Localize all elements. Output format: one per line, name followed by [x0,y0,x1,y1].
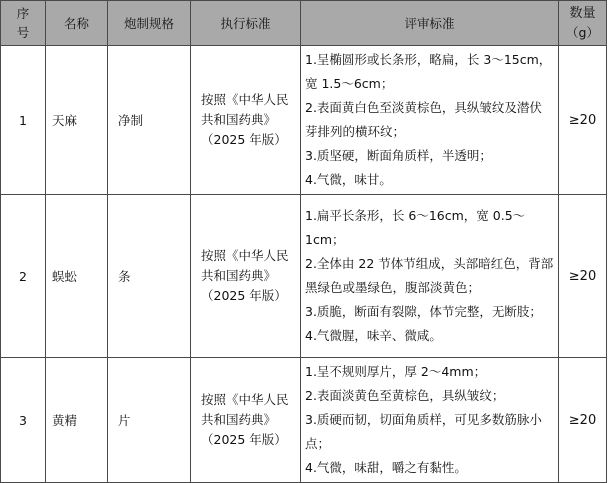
header-spec: 炮制规格 [108,1,191,46]
row-spec: 净制 [108,46,191,195]
header-standard: 执行标准 [191,1,301,46]
header-row [1,1,607,46]
table-row [1,46,607,195]
header-name: 名称 [46,1,108,46]
criteria-item: 3.质硬而韧，切面角质样，可见多数筋脉小点； [305,412,542,451]
header-no-line1: 序 [16,6,30,21]
row-no: 3 [1,358,46,483]
criteria-item: 4.气微，味甘。 [305,172,392,187]
row-name: 天麻 [46,46,108,195]
criteria-item: 4.气微，味甜，嚼之有黏性。 [305,460,467,475]
row-criteria [301,46,559,195]
row-no: 1 [1,46,46,195]
row-qty: ≥20 [559,195,607,358]
table-row [1,358,607,483]
criteria-item: 2.表面淡黄色至黄棕色，具纵皱纹； [305,388,505,403]
criteria-item: 3.质坚硬，断面角质样，半透明； [305,148,492,163]
row-standard: 按照《中华人民共和国药典》（2025 年版） [191,46,301,195]
criteria-item: 4.气微腥，味辛、微咸。 [305,328,442,343]
row-name: 黄精 [46,358,108,483]
row-no: 2 [1,195,46,358]
criteria-item: 3.质脆，断面有裂隙，体节完整，无断肢； [305,304,542,319]
row-spec: 片 [108,358,191,483]
header-no [1,1,46,46]
row-standard: 按照《中华人民共和国药典》（2025 年版） [191,358,301,483]
row-name: 蜈蚣 [46,195,108,358]
header-qty-label: 数量 [569,6,596,21]
criteria-item: 1.扁平长条形，长 6～16cm，宽 0.5～1cm； [305,208,526,247]
row-spec: 条 [108,195,191,358]
header-criteria: 评审标准 [301,1,559,46]
row-criteria [301,195,559,358]
row-criteria [301,358,559,483]
row-standard: 按照《中华人民共和国药典》（2025 年版） [191,195,301,358]
row-qty: ≥20 [559,46,607,195]
header-qty-unit: （g） [566,25,599,40]
table-row [1,195,607,358]
header-no-line2: 号 [16,25,30,40]
row-qty: ≥20 [559,358,607,483]
criteria-item: 1.呈不规则厚片，厚 2～4mm； [305,364,487,379]
header-qty [559,1,607,46]
criteria-item: 2.表面黄白色至淡黄棕色，具纵皱纹及潜伏芽排列的横环纹； [305,100,542,139]
criteria-item: 1.呈椭圆形或长条形，略扁，长 3～15cm，宽 1.5～6cm； [305,52,552,91]
criteria-item: 2.全体由 22 节体节组成，头部暗红色，背部黑绿色或墨绿色，腹部淡黄色； [305,256,554,295]
